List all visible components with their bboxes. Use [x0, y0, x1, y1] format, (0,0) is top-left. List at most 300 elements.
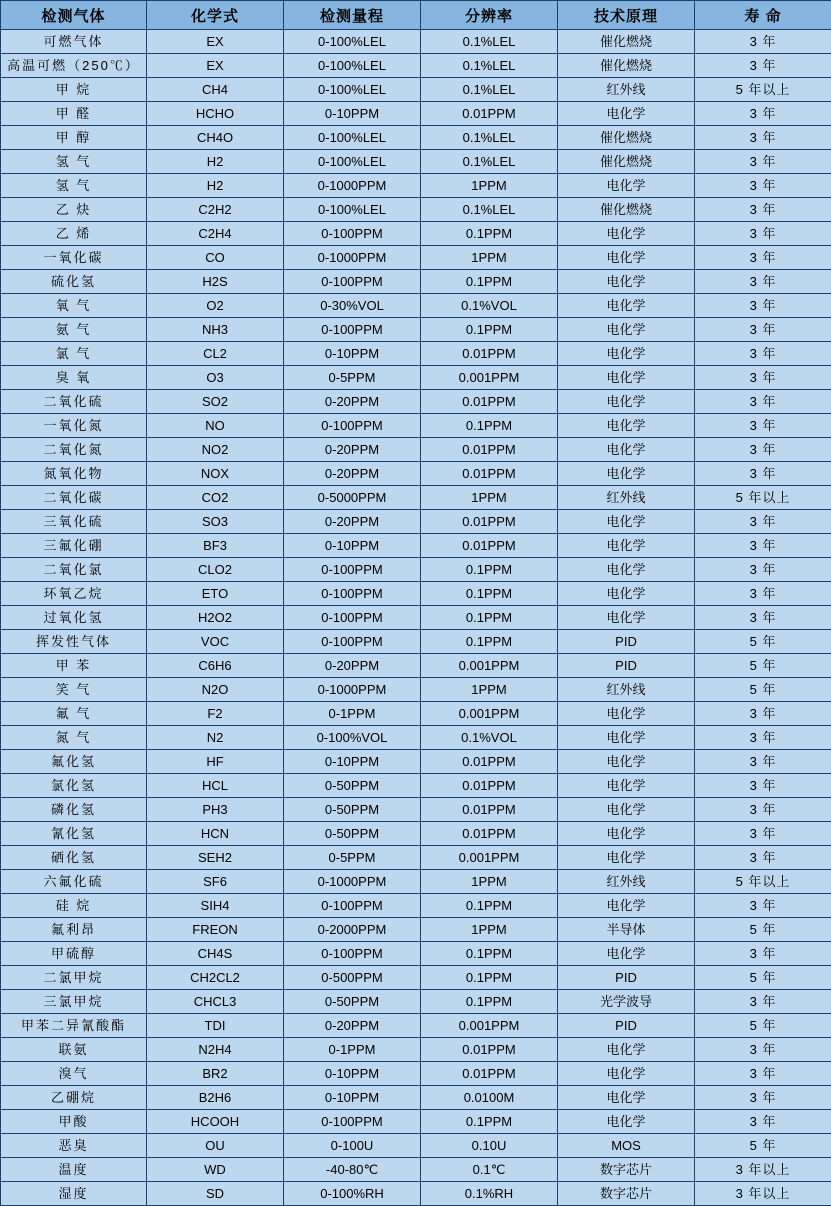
table-row: [1, 1038, 831, 1062]
column-header-gas: 检测气体: [1, 1, 147, 30]
cell-technical-principle: 电化学: [558, 726, 695, 750]
cell-gas-name: 溴气: [1, 1062, 147, 1086]
cell-detection-range: 0-100%LEL: [284, 126, 421, 150]
cell-detection-range: 0-100U: [284, 1134, 421, 1158]
cell-lifetime: 3 年: [695, 990, 831, 1014]
cell-detection-range: 0-5PPM: [284, 366, 421, 390]
cell-chemical-formula: TDI: [147, 1014, 284, 1038]
cell-resolution: 0.01PPM: [421, 822, 558, 846]
cell-chemical-formula: O3: [147, 366, 284, 390]
cell-technical-principle: 数字芯片: [558, 1158, 695, 1182]
cell-detection-range: 0-100%RH: [284, 1182, 421, 1206]
table-row: [1, 294, 831, 318]
cell-resolution: 0.1PPM: [421, 414, 558, 438]
column-header-range: 检测量程: [284, 1, 421, 30]
cell-detection-range: 0-20PPM: [284, 510, 421, 534]
cell-lifetime: 3 年: [695, 342, 831, 366]
cell-gas-name: 环氧乙烷: [1, 582, 147, 606]
cell-technical-principle: 光学波导: [558, 990, 695, 1014]
column-header-lifetime: 寿 命: [695, 1, 831, 30]
table-row: [1, 846, 831, 870]
cell-gas-name: 一氧化氮: [1, 414, 147, 438]
cell-technical-principle: 电化学: [558, 750, 695, 774]
cell-lifetime: 3 年: [695, 318, 831, 342]
table-row: [1, 246, 831, 270]
table-row: [1, 1158, 831, 1182]
cell-gas-name: 氰化氢: [1, 822, 147, 846]
cell-chemical-formula: H2: [147, 150, 284, 174]
cell-chemical-formula: ETO: [147, 582, 284, 606]
cell-resolution: 0.1PPM: [421, 582, 558, 606]
cell-chemical-formula: CH4S: [147, 942, 284, 966]
cell-gas-name: 氟利昂: [1, 918, 147, 942]
cell-detection-range: 0-10PPM: [284, 342, 421, 366]
cell-chemical-formula: H2S: [147, 270, 284, 294]
cell-detection-range: 0-100PPM: [284, 270, 421, 294]
cell-gas-name: 臭 氧: [1, 366, 147, 390]
cell-lifetime: 3 年: [695, 534, 831, 558]
cell-lifetime: 3 年: [695, 174, 831, 198]
cell-gas-name: 乙硼烷: [1, 1086, 147, 1110]
cell-lifetime: 3 年: [695, 54, 831, 78]
cell-detection-range: 0-10PPM: [284, 1086, 421, 1110]
cell-lifetime: 5 年以上: [695, 486, 831, 510]
cell-resolution: 0.1PPM: [421, 606, 558, 630]
cell-detection-range: 0-20PPM: [284, 438, 421, 462]
cell-gas-name: 氢 气: [1, 174, 147, 198]
cell-detection-range: 0-20PPM: [284, 462, 421, 486]
cell-technical-principle: 催化燃烧: [558, 126, 695, 150]
table-row: [1, 1182, 831, 1206]
cell-technical-principle: 电化学: [558, 414, 695, 438]
cell-resolution: 0.001PPM: [421, 1014, 558, 1038]
cell-technical-principle: 电化学: [558, 534, 695, 558]
cell-technical-principle: PID: [558, 966, 695, 990]
cell-detection-range: 0-5000PPM: [284, 486, 421, 510]
cell-lifetime: 3 年: [695, 198, 831, 222]
cell-lifetime: 3 年: [695, 102, 831, 126]
cell-chemical-formula: CO2: [147, 486, 284, 510]
cell-technical-principle: 电化学: [558, 342, 695, 366]
cell-gas-name: 甲 苯: [1, 654, 147, 678]
cell-gas-name: 甲 烷: [1, 78, 147, 102]
cell-technical-principle: 电化学: [558, 942, 695, 966]
cell-lifetime: 5 年: [695, 654, 831, 678]
cell-technical-principle: 电化学: [558, 822, 695, 846]
cell-chemical-formula: EX: [147, 30, 284, 54]
cell-gas-name: 甲 醛: [1, 102, 147, 126]
cell-resolution: 0.1PPM: [421, 894, 558, 918]
cell-gas-name: 二氯甲烷: [1, 966, 147, 990]
table-row: [1, 966, 831, 990]
cell-detection-range: 0-10PPM: [284, 534, 421, 558]
cell-gas-name: 过氧化氢: [1, 606, 147, 630]
cell-detection-range: 0-5PPM: [284, 846, 421, 870]
cell-technical-principle: 电化学: [558, 318, 695, 342]
cell-resolution: 0.1PPM: [421, 318, 558, 342]
cell-gas-name: 一氧化碳: [1, 246, 147, 270]
cell-technical-principle: MOS: [558, 1134, 695, 1158]
cell-resolution: 0.01PPM: [421, 438, 558, 462]
table-row: [1, 702, 831, 726]
cell-gas-name: 六氟化硫: [1, 870, 147, 894]
cell-lifetime: 3 年: [695, 438, 831, 462]
table-row: [1, 750, 831, 774]
cell-detection-range: 0-1000PPM: [284, 246, 421, 270]
cell-technical-principle: 数字芯片: [558, 1182, 695, 1206]
cell-lifetime: 3 年: [695, 1062, 831, 1086]
cell-technical-principle: 电化学: [558, 558, 695, 582]
cell-lifetime: 5 年: [695, 1134, 831, 1158]
table-row: [1, 678, 831, 702]
cell-chemical-formula: C2H2: [147, 198, 284, 222]
cell-detection-range: 0-20PPM: [284, 1014, 421, 1038]
cell-technical-principle: 电化学: [558, 174, 695, 198]
cell-resolution: 0.1PPM: [421, 990, 558, 1014]
cell-gas-name: 二氧化硫: [1, 390, 147, 414]
cell-detection-range: 0-1PPM: [284, 702, 421, 726]
table-row: [1, 438, 831, 462]
cell-gas-name: 氯化氢: [1, 774, 147, 798]
cell-resolution: 0.01PPM: [421, 342, 558, 366]
cell-gas-name: 二氧化碳: [1, 486, 147, 510]
cell-detection-range: 0-1000PPM: [284, 870, 421, 894]
table-row: [1, 798, 831, 822]
cell-detection-range: 0-100%LEL: [284, 198, 421, 222]
cell-gas-name: 甲酸: [1, 1110, 147, 1134]
table-row: [1, 102, 831, 126]
cell-lifetime: 3 年: [695, 774, 831, 798]
cell-resolution: 0.10U: [421, 1134, 558, 1158]
cell-gas-name: 三氧化硫: [1, 510, 147, 534]
cell-lifetime: 3 年: [695, 894, 831, 918]
cell-lifetime: 5 年: [695, 630, 831, 654]
cell-chemical-formula: NO2: [147, 438, 284, 462]
cell-gas-name: 氨 气: [1, 318, 147, 342]
cell-detection-range: 0-100PPM: [284, 318, 421, 342]
cell-detection-range: 0-20PPM: [284, 390, 421, 414]
table-row: [1, 270, 831, 294]
cell-resolution: 0.01PPM: [421, 1062, 558, 1086]
table-row: [1, 630, 831, 654]
cell-detection-range: 0-100PPM: [284, 630, 421, 654]
cell-detection-range: 0-100%LEL: [284, 54, 421, 78]
cell-gas-name: 氯 气: [1, 342, 147, 366]
cell-gas-name: 硅 烷: [1, 894, 147, 918]
table-row: [1, 1086, 831, 1110]
cell-gas-name: 笑 气: [1, 678, 147, 702]
cell-resolution: 0.1PPM: [421, 1110, 558, 1134]
cell-technical-principle: 电化学: [558, 246, 695, 270]
cell-chemical-formula: F2: [147, 702, 284, 726]
cell-detection-range: 0-20PPM: [284, 654, 421, 678]
cell-lifetime: 3 年以上: [695, 1158, 831, 1182]
cell-lifetime: 3 年: [695, 30, 831, 54]
cell-chemical-formula: SIH4: [147, 894, 284, 918]
cell-resolution: 1PPM: [421, 918, 558, 942]
cell-resolution: 0.01PPM: [421, 1038, 558, 1062]
cell-technical-principle: 电化学: [558, 270, 695, 294]
table-row: [1, 534, 831, 558]
cell-detection-range: 0-100%LEL: [284, 30, 421, 54]
cell-technical-principle: 催化燃烧: [558, 30, 695, 54]
cell-gas-name: 二氧化氮: [1, 438, 147, 462]
table-row: [1, 414, 831, 438]
column-header-principle: 技术原理: [558, 1, 695, 30]
cell-technical-principle: PID: [558, 1014, 695, 1038]
cell-lifetime: 3 年: [695, 510, 831, 534]
cell-lifetime: 5 年: [695, 1014, 831, 1038]
cell-technical-principle: 电化学: [558, 846, 695, 870]
cell-chemical-formula: SEH2: [147, 846, 284, 870]
cell-chemical-formula: SD: [147, 1182, 284, 1206]
cell-lifetime: 3 年: [695, 726, 831, 750]
cell-detection-range: 0-500PPM: [284, 966, 421, 990]
cell-resolution: 0.001PPM: [421, 366, 558, 390]
cell-detection-range: 0-100%LEL: [284, 78, 421, 102]
cell-chemical-formula: NOX: [147, 462, 284, 486]
cell-technical-principle: PID: [558, 630, 695, 654]
cell-chemical-formula: N2: [147, 726, 284, 750]
cell-lifetime: 3 年: [695, 1110, 831, 1134]
cell-chemical-formula: BR2: [147, 1062, 284, 1086]
cell-gas-name: 高温可燃（250℃）: [1, 54, 147, 78]
cell-detection-range: 0-2000PPM: [284, 918, 421, 942]
cell-chemical-formula: CH4: [147, 78, 284, 102]
cell-lifetime: 5 年: [695, 966, 831, 990]
cell-detection-range: 0-100%VOL: [284, 726, 421, 750]
cell-chemical-formula: CH4O: [147, 126, 284, 150]
cell-chemical-formula: HCL: [147, 774, 284, 798]
table-row: [1, 510, 831, 534]
cell-technical-principle: 电化学: [558, 366, 695, 390]
cell-detection-range: 0-100PPM: [284, 942, 421, 966]
cell-chemical-formula: B2H6: [147, 1086, 284, 1110]
table-row: [1, 150, 831, 174]
table-row: [1, 870, 831, 894]
cell-gas-name: 联氨: [1, 1038, 147, 1062]
table-body: [1, 30, 831, 1206]
cell-technical-principle: 电化学: [558, 606, 695, 630]
cell-resolution: 1PPM: [421, 678, 558, 702]
cell-detection-range: 0-1PPM: [284, 1038, 421, 1062]
cell-chemical-formula: WD: [147, 1158, 284, 1182]
table-row: [1, 942, 831, 966]
cell-resolution: 0.001PPM: [421, 702, 558, 726]
cell-resolution: 0.01PPM: [421, 390, 558, 414]
cell-resolution: 0.01PPM: [421, 798, 558, 822]
cell-technical-principle: 电化学: [558, 222, 695, 246]
cell-gas-name: 可燃气体: [1, 30, 147, 54]
cell-gas-name: 氟 气: [1, 702, 147, 726]
cell-gas-name: 甲 醇: [1, 126, 147, 150]
cell-chemical-formula: H2O2: [147, 606, 284, 630]
cell-detection-range: -40-80℃: [284, 1158, 421, 1182]
cell-detection-range: 0-50PPM: [284, 798, 421, 822]
cell-lifetime: 3 年: [695, 126, 831, 150]
cell-chemical-formula: CHCL3: [147, 990, 284, 1014]
cell-resolution: 1PPM: [421, 174, 558, 198]
cell-technical-principle: 红外线: [558, 678, 695, 702]
cell-detection-range: 0-100PPM: [284, 606, 421, 630]
cell-chemical-formula: NH3: [147, 318, 284, 342]
cell-chemical-formula: SO2: [147, 390, 284, 414]
cell-resolution: 0.1%LEL: [421, 126, 558, 150]
cell-resolution: 0.1PPM: [421, 270, 558, 294]
cell-detection-range: 0-1000PPM: [284, 678, 421, 702]
table-row: [1, 1062, 831, 1086]
column-header-formula: 化学式: [147, 1, 284, 30]
table-row: [1, 774, 831, 798]
cell-chemical-formula: PH3: [147, 798, 284, 822]
cell-technical-principle: 催化燃烧: [558, 54, 695, 78]
table-row: [1, 990, 831, 1014]
cell-resolution: 0.1PPM: [421, 942, 558, 966]
cell-resolution: 0.1PPM: [421, 630, 558, 654]
cell-chemical-formula: HCN: [147, 822, 284, 846]
cell-detection-range: 0-100%LEL: [284, 150, 421, 174]
table-row: [1, 78, 831, 102]
table-row: [1, 558, 831, 582]
cell-technical-principle: 电化学: [558, 894, 695, 918]
cell-resolution: 0.1%LEL: [421, 78, 558, 102]
cell-technical-principle: 电化学: [558, 462, 695, 486]
table-header-row: [1, 1, 831, 30]
cell-resolution: 0.001PPM: [421, 846, 558, 870]
cell-chemical-formula: NO: [147, 414, 284, 438]
cell-lifetime: 3 年: [695, 390, 831, 414]
table-header: [1, 1, 831, 30]
cell-resolution: 0.1%LEL: [421, 54, 558, 78]
cell-detection-range: 0-100PPM: [284, 582, 421, 606]
table-row: [1, 894, 831, 918]
cell-technical-principle: 电化学: [558, 1038, 695, 1062]
cell-chemical-formula: N2O: [147, 678, 284, 702]
cell-lifetime: 3 年: [695, 1038, 831, 1062]
cell-resolution: 1PPM: [421, 486, 558, 510]
cell-chemical-formula: CLO2: [147, 558, 284, 582]
table-row: [1, 1110, 831, 1134]
cell-lifetime: 3 年: [695, 606, 831, 630]
cell-lifetime: 3 年: [695, 462, 831, 486]
table-row: [1, 1134, 831, 1158]
cell-detection-range: 0-100PPM: [284, 414, 421, 438]
cell-detection-range: 0-50PPM: [284, 990, 421, 1014]
cell-chemical-formula: OU: [147, 1134, 284, 1158]
cell-chemical-formula: SO3: [147, 510, 284, 534]
cell-chemical-formula: C6H6: [147, 654, 284, 678]
cell-lifetime: 5 年以上: [695, 78, 831, 102]
cell-gas-name: 氢 气: [1, 150, 147, 174]
cell-resolution: 0.01PPM: [421, 510, 558, 534]
cell-gas-name: 乙 烯: [1, 222, 147, 246]
cell-gas-name: 磷化氢: [1, 798, 147, 822]
cell-detection-range: 0-10PPM: [284, 750, 421, 774]
cell-chemical-formula: SF6: [147, 870, 284, 894]
table-row: [1, 606, 831, 630]
cell-detection-range: 0-30%VOL: [284, 294, 421, 318]
cell-technical-principle: 电化学: [558, 582, 695, 606]
cell-lifetime: 3 年: [695, 222, 831, 246]
cell-technical-principle: 电化学: [558, 1086, 695, 1110]
cell-detection-range: 0-1000PPM: [284, 174, 421, 198]
cell-detection-range: 0-50PPM: [284, 774, 421, 798]
cell-chemical-formula: VOC: [147, 630, 284, 654]
cell-chemical-formula: N2H4: [147, 1038, 284, 1062]
table-row: [1, 1014, 831, 1038]
cell-technical-principle: 电化学: [558, 774, 695, 798]
cell-gas-name: 氮 气: [1, 726, 147, 750]
cell-technical-principle: 红外线: [558, 870, 695, 894]
cell-gas-name: 氮氧化物: [1, 462, 147, 486]
cell-resolution: 0.1%LEL: [421, 150, 558, 174]
cell-technical-principle: 电化学: [558, 1062, 695, 1086]
cell-technical-principle: 电化学: [558, 510, 695, 534]
cell-chemical-formula: BF3: [147, 534, 284, 558]
cell-gas-name: 硫化氢: [1, 270, 147, 294]
table-row: [1, 822, 831, 846]
cell-detection-range: 0-100PPM: [284, 894, 421, 918]
cell-technical-principle: 电化学: [558, 702, 695, 726]
cell-gas-name: 温度: [1, 1158, 147, 1182]
cell-resolution: 1PPM: [421, 870, 558, 894]
table-row: [1, 54, 831, 78]
table-row: [1, 366, 831, 390]
cell-resolution: 1PPM: [421, 246, 558, 270]
cell-detection-range: 0-10PPM: [284, 1062, 421, 1086]
cell-chemical-formula: HCHO: [147, 102, 284, 126]
cell-chemical-formula: H2: [147, 174, 284, 198]
cell-technical-principle: 催化燃烧: [558, 198, 695, 222]
table-row: [1, 30, 831, 54]
cell-resolution: 0.1℃: [421, 1158, 558, 1182]
cell-resolution: 0.1%VOL: [421, 726, 558, 750]
cell-lifetime: 3 年: [695, 294, 831, 318]
cell-technical-principle: 电化学: [558, 294, 695, 318]
table-row: [1, 582, 831, 606]
cell-resolution: 0.01PPM: [421, 774, 558, 798]
cell-technical-principle: 电化学: [558, 1110, 695, 1134]
table-row: [1, 342, 831, 366]
cell-technical-principle: 电化学: [558, 390, 695, 414]
column-header-resolution: 分辨率: [421, 1, 558, 30]
cell-lifetime: 3 年: [695, 750, 831, 774]
cell-resolution: 0.01PPM: [421, 462, 558, 486]
cell-detection-range: 0-50PPM: [284, 822, 421, 846]
cell-lifetime: 3 年: [695, 798, 831, 822]
cell-resolution: 0.0100M: [421, 1086, 558, 1110]
table-row: [1, 390, 831, 414]
cell-detection-range: 0-100PPM: [284, 222, 421, 246]
cell-detection-range: 0-100PPM: [284, 558, 421, 582]
cell-gas-name: 三氯甲烷: [1, 990, 147, 1014]
cell-lifetime: 3 年: [695, 270, 831, 294]
cell-resolution: 0.1PPM: [421, 222, 558, 246]
cell-chemical-formula: HCOOH: [147, 1110, 284, 1134]
cell-technical-principle: 红外线: [558, 78, 695, 102]
table-row: [1, 918, 831, 942]
cell-technical-principle: 电化学: [558, 438, 695, 462]
table-row: [1, 462, 831, 486]
cell-detection-range: 0-10PPM: [284, 102, 421, 126]
cell-lifetime: 5 年以上: [695, 870, 831, 894]
cell-resolution: 0.1PPM: [421, 558, 558, 582]
table-row: [1, 654, 831, 678]
cell-chemical-formula: CL2: [147, 342, 284, 366]
cell-technical-principle: 电化学: [558, 798, 695, 822]
cell-resolution: 0.1%VOL: [421, 294, 558, 318]
cell-gas-name: 湿度: [1, 1182, 147, 1206]
